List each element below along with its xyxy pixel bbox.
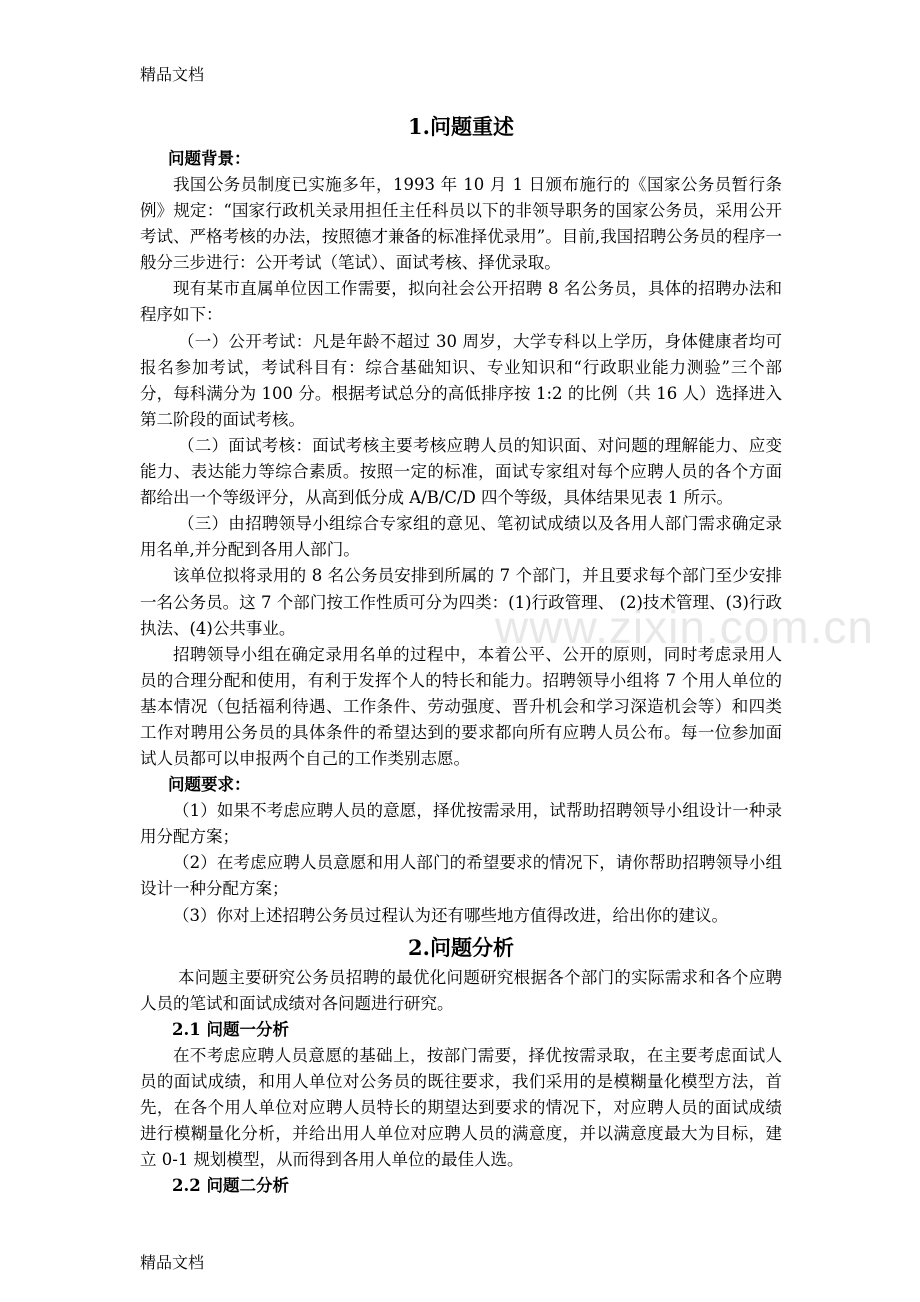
- page-footer: 精品文档: [140, 1253, 205, 1272]
- watermark: www.zixin.com.cn: [495, 601, 874, 653]
- section-title-2: 2.问题分析: [408, 934, 514, 960]
- paragraph: 招聘领导小组在确定录用名单的过程中，本着公平、公开的原则，同时考虑录用人员的合理分配和使用，有利于发挥个人的特长和能力。招聘领导小组将 7 个用人单位的基本情况（包括福利待遇、工作条件、劳动强度、晋升机会和学习深造机会等）和四类工作对聘用公务员的具体条件的希望达到的要求都向所有应聘人员公布。每一位参加面试人员都可以申报两个自己的工作类别志愿。: [140, 644, 782, 769]
- paragraph: 该单位拟将录用的 8 名公务员安排到所属的 7 个部门，并且要求每个部门至少安排一名公务员。这 7 个部门按工作性质可分为四类：(1)行政管理、 (2)技术管理、(3)行政执法、(4)公共事业。: [140, 566, 782, 638]
- paragraph: （二）面试考核：面试考核主要考核应聘人员的知识面、对问题的理解能力、应变能力、表达能力等综合素质。按照一定的标准，面试专家组对每个应聘人员的各个方面都给出一个等级评分，从高到低分成 A/B/C/D 四个等级，具体结果见表 1 所示。: [140, 435, 782, 508]
- page-header: 精品文档: [140, 65, 205, 84]
- paragraph: （一）公开考试：凡是年龄不超过 30 周岁，大学专科以上学历，身体健康者均可报名参加考试，考试科目有：综合基础知识、专业知识和“行政职业能力测验”三个部分，每科满分为 100 分。根据考试总分的高低排序按 1:2 的比例（共 16 人）选择进入第二阶段的面试考核。: [140, 331, 782, 429]
- section-title-1: 1.问题重述: [408, 114, 514, 139]
- requirements-label: 问题要求：: [168, 775, 251, 795]
- subsection-title-2-1: 2.1 问题一分析: [172, 1019, 289, 1039]
- requirement-item: （1）如果不考虑应聘人员的意愿，择优按需录用，试帮助招聘领导小组设计一种录用分配方案；: [140, 801, 782, 847]
- paragraph: （三）由招聘领导小组综合专家组的意见、笔初试成绩以及各用人部门需求确定录用名单,并分配到各用人部门。: [140, 514, 782, 560]
- paragraph: 在不考虑应聘人员意愿的基础上，按部门需要，择优按需录取，在主要考虑面试人员的面试成绩，和用人单位对公务员的既往要求，我们采用的是模糊量化模型方法，首先，在各个用人单位对应聘人员特长的期望达到要求的情况下，对应聘人员的面试成绩进行模糊量化分析，并给出用人单位对应聘人员的满意度，并以满意度最大为目标，建立 0-1 规划模型，从而得到各用人单位的最佳人选。: [140, 1045, 782, 1170]
- requirement-item: （3）你对上述招聘公务员过程认为还有哪些地方值得改进，给出你的建议。: [173, 905, 728, 925]
- paragraph: 现有某市直属单位因工作需要，拟向社会公开招聘 8 名公务员，具体的招聘办法和程序如下：: [140, 279, 782, 325]
- subsection-title-2-2: 2.2 问题二分析: [172, 1176, 289, 1196]
- document-body: [140, 112, 782, 1199]
- paragraph: 本问题主要研究公务员招聘的最优化问题研究根据各个部门的实际需求和各个应聘人员的笔试和面试成绩对各问题进行研究。: [140, 967, 782, 1013]
- background-label: 问题背景：: [168, 149, 251, 168]
- paragraph: 我国公务员制度已实施多年，1993 年 10 月 1 日颁布施行的《国家公务员暂行条例》规定：“国家行政机关录用担任主任科员以下的非领导职务的国家公务员，采用公开考试、严格考核的办法，按照德才兼备的标准择优录用”。目前,我国招聘公务员的程序一般分三步进行：公开考试（笔试）、面试考核、择优录取。: [140, 175, 782, 273]
- requirement-item: （2）在考虑应聘人员意愿和用人部门的希望要求的情况下，请你帮助招聘领导小组设计一种分配方案；: [140, 853, 782, 899]
